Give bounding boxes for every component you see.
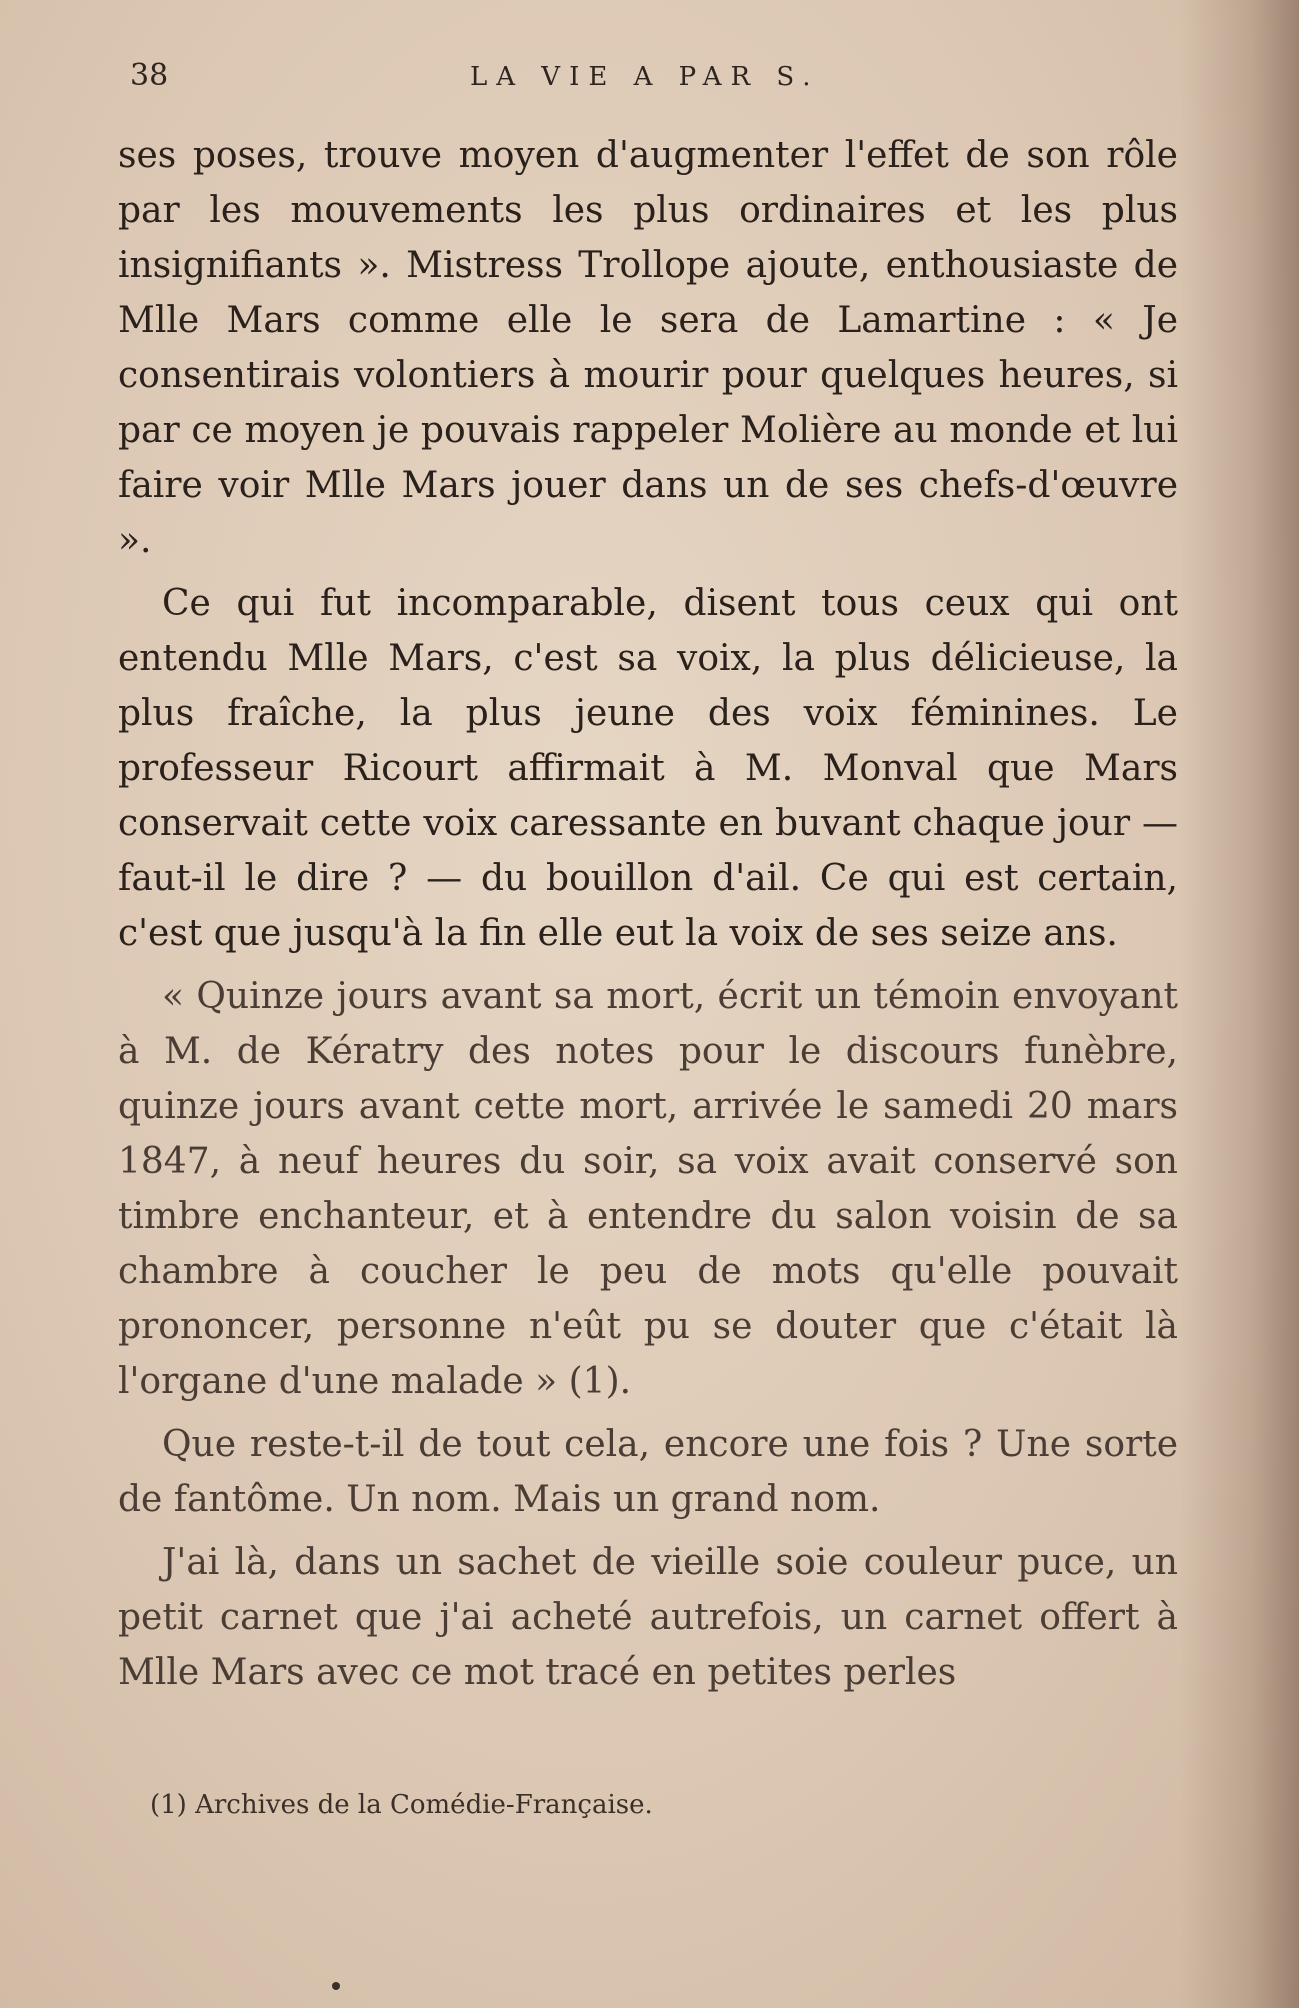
paragraph: Ce qui fut incomparable, disent tous ceux qui ont entendu Mlle Mars, c'est sa voix, la plus délicieuse, la plus fraîche, la plus jeune des voix féminines. Le professeur Ricourt affirmait à M. Monval que Mars conservait cette voix caressante en buvant chaque jour — faut-il le dire ? — du bouillon d'ail. Ce qui est certain, c'est que jusqu'à la fin elle eut la voix de ses seize ans. — [118, 583, 1178, 954]
footnote: (1) Archives de la Comédie-Française. — [150, 1790, 653, 1820]
ink-speck — [332, 1982, 340, 1990]
body-text — [118, 128, 1178, 1708]
page-number: 38 — [130, 58, 169, 93]
paragraph: Que reste-t-il de tout cela, encore une fois ? Une sorte de fantôme. Un nom. Mais un grand nom. — [118, 1424, 1178, 1520]
paragraph: J'ai là, dans un sachet de vieille soie couleur puce, un petit carnet que j'ai acheté autrefois, un carnet offert à Mlle Mars avec ce mot tracé en petites perles — [118, 1542, 1178, 1693]
running-title: LA VIE A PAR S. — [470, 62, 820, 92]
paragraph: « Quinze jours avant sa mort, écrit un témoin envoyant à M. de Kératry des notes pour le discours funèbre, quinze jours avant cette mort, arrivée le samedi 20 mars 1847, à neuf heures du soir, sa voix avait conservé son timbre enchanteur, et à entendre du salon voisin de sa chambre à coucher le peu de mots qu'elle pouvait prononcer, personne n'eût pu se douter que c'était là l'organe d'une malade » (1). — [118, 976, 1178, 1402]
running-head — [0, 58, 1180, 98]
paragraph: ses poses, trouve moyen d'augmenter l'effet de son rôle par les mouvements les plus ordinaires et les plus insignifiants ». Mistress Trollope ajoute, enthousiaste de Mlle Mars comme elle le sera de Lamartine : « Je consentirais volontiers à mourir pour quelques heures, si par ce moyen je pouvais rappeler Molière au monde et lui faire voir Mlle Mars jouer dans un de ses chefs-d'œuvre ». — [118, 135, 1178, 561]
